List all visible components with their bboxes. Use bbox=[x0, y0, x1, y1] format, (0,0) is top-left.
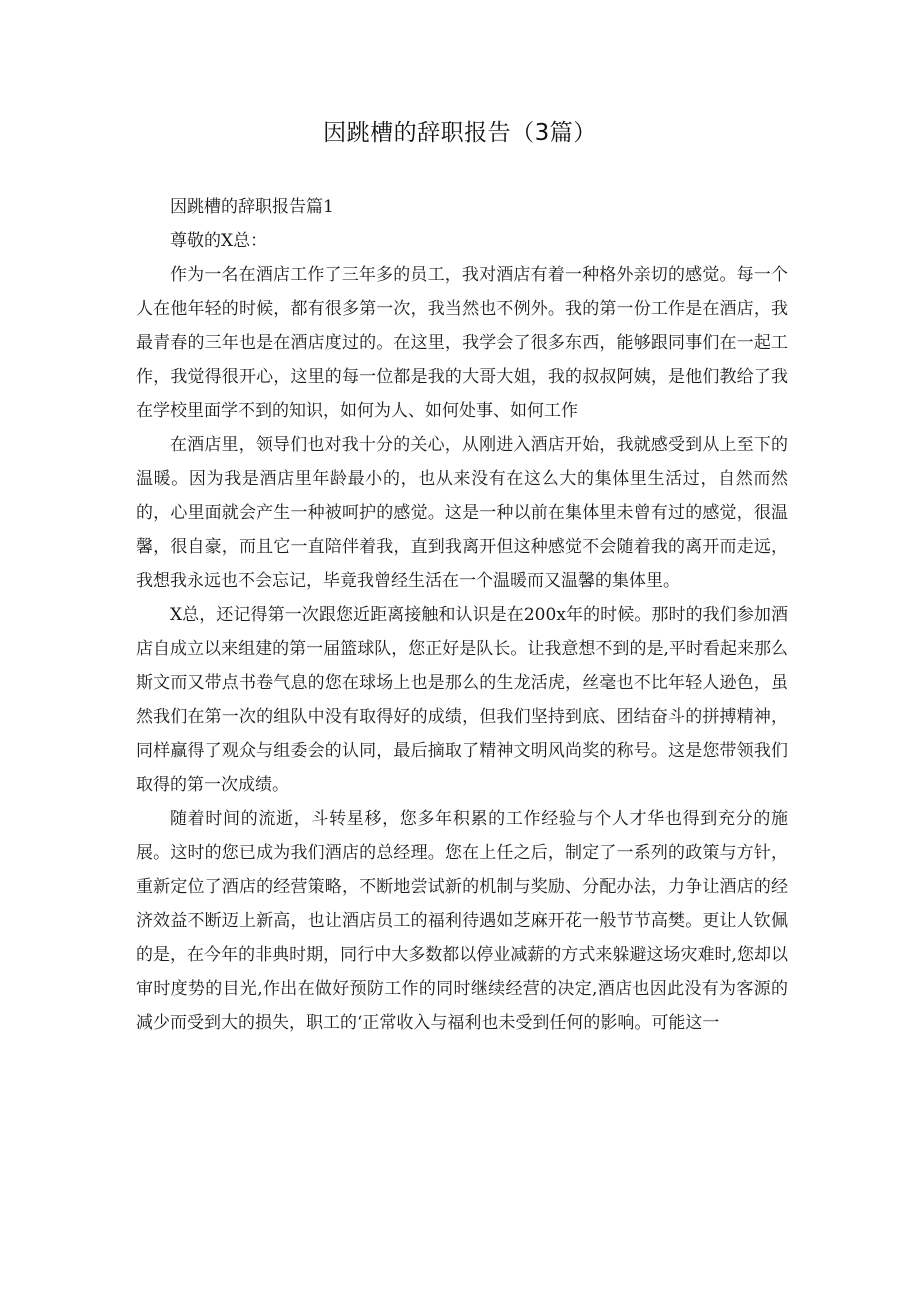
section-heading: 因跳槽的辞职报告篇1 bbox=[170, 197, 334, 217]
paragraph-3: X总，还记得第一次跟您近距离接触和认识是在200x年的时候。那时的我们参加酒店自成立以来组建的第一届篮球队，您正好是队长。让我意想不到的是,平时看起来那么斯文而又带点书卷气息的您在球场上也是那么的生龙活虎，丝毫也不比年轻人逊色，虽然我们在第一次的组队中没有取得好的成绩，但我们坚持到底、团结奋斗的拼搏精神，同样赢得了观众与组委会的认同，最后摘取了精神文明风尚奖的称号。这是您带领我们取得的第一次成绩。 bbox=[136, 605, 788, 795]
salutation: 尊敬的X总： bbox=[170, 231, 268, 251]
paragraph-1: 作为一名在酒店工作了三年多的员工，我对酒店有着一种格外亲切的感觉。每一个人在他年轻的时候，都有很多第一次，我当然也不例外。我的第一份工作是在酒店，我最青春的三年也是在酒店度过的。在这里，我学会了很多东西，能够跟同事们在一起工作，我觉得很开心，这里的每一位都是我的大哥大姐，我的叔叔阿姨，是他们教给了我在学校里面学不到的知识，如何为人、如何处事、如何工作 bbox=[136, 265, 788, 421]
paragraph-2: 在酒店里，领导们也对我十分的关心，从刚进入酒店开始，我就感受到从上至下的温暖。因为我是酒店里年龄最小的，也从来没有在这么大的集体里生活过，自然而然的，心里面就会产生一种被呵护的感觉。这是一种以前在集体里未曾有过的感觉，很温馨，很自豪，而且它一直陪伴着我，直到我离开但这种感觉不会随着我的离开而走远，我想我永远也不会忘记，毕竟我曾经生活在一个温暖而又温馨的集体里。 bbox=[136, 435, 788, 591]
document-body bbox=[136, 190, 788, 1040]
paragraph-4: 随着时间的流逝，斗转星移，您多年积累的工作经验与个人才华也得到充分的施展。这时的您已成为我们酒店的总经理。您在上任之后，制定了一系列的政策与方针，重新定位了酒店的经营策略，不断地尝试新的机制与奖励、分配办法，力争让酒店的经济效益不断迈上新高，也让酒店员工的福利待遇如芝麻开花一般节节高樊。更让人钦佩的是，在今年的非典时期，同行中大多数都以停业减薪的方式来躲避这场灾难时,您却以审时度势的目光,作出在做好预防工作的同时继续经营的决定,酒店也因此没有为客源的减少而受到大的损失，职工的‘正常收入与福利也未受到任何的影响。可能这一 bbox=[136, 809, 788, 1033]
document-title: 因跳槽的辞职报告（3篇） bbox=[323, 120, 597, 146]
